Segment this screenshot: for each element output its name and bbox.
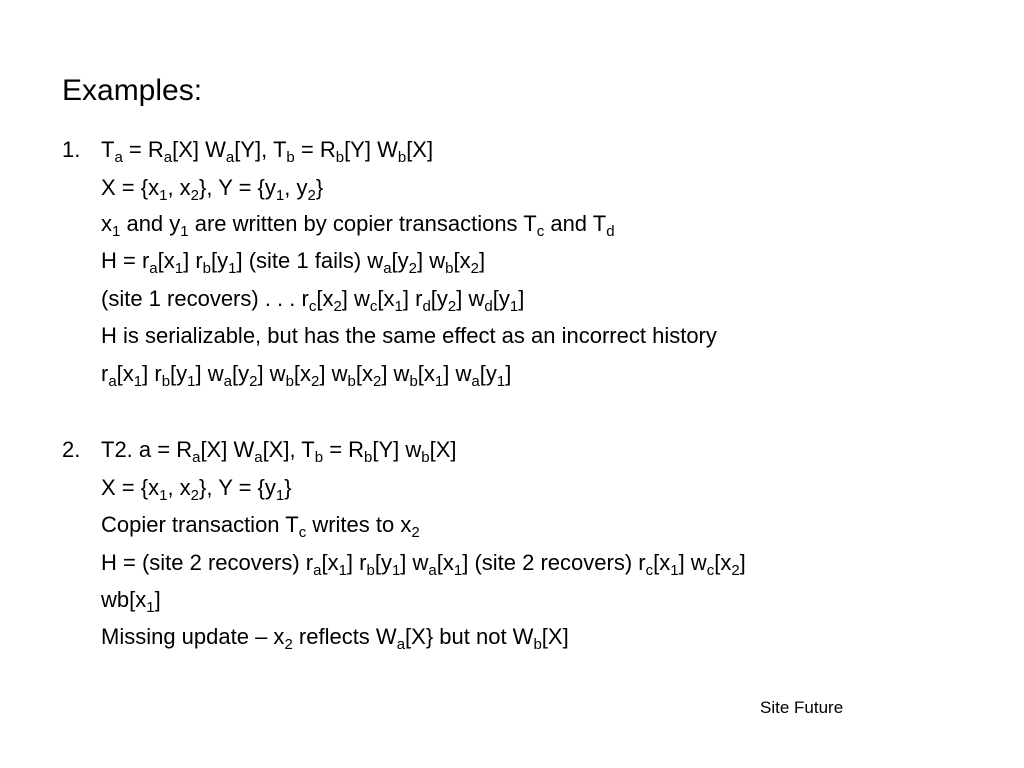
- item-2-line-6: Missing update – $x_2$ reflects $W_a[X\}$ but not $W_b[X]$: [101, 624, 569, 653]
- item-1-number: 1.: [62, 137, 81, 162]
- item-1-line-4: $H = r_a[x_1]$ $r_b[y_1]$ (site 1 fails) $w_a[y_2]$ $w_b[x_2]$: [101, 248, 486, 277]
- footer-text: Site Future: [760, 698, 844, 717]
- item-2-line-2: $X = \{x_1$, $x_2$}, $Y = \{y_1\}$: [101, 475, 292, 504]
- item-2-number: 2.: [62, 437, 81, 462]
- item-2-line-4: H = (site 2 recovers) $r_a[x_1]$ $r_b[y_1]$ $w_a[x_1]$ (site 2 recovers) $r_c[x_1]$ $w_c[x_2]$: [101, 550, 746, 579]
- item-2-line-3: Copier transaction $T_c$ writes to $x_2$: [101, 512, 420, 541]
- item-1-line-5: (site 1 recovers) . . . $r_c[x_2]$ $w_c[x_1]$ $r_d[y_2]$ $w_d[y_1]$: [101, 286, 525, 315]
- item-2-line-1: T2. $a = R_a[X]$ $W_a[X]$, $T_b = R_b[Y]$ $w_b[X]$: [101, 437, 457, 466]
- item-1-line-7: $r_a[x_1]$ $r_b[y_1]$ $w_a[y_2]$ $w_b[x_2]$ $w_b[x_2]$ $w_b[x_1]$ $w_a[y_1]$: [101, 361, 512, 390]
- slide-title: Examples:: [62, 74, 203, 107]
- item-1-line-3: $x_1$ and $y_1$ are written by copier transactions $T_c$ and $T_d$: [101, 211, 615, 240]
- item-1-line-6: H is serializable, but has the same effect as an incorrect history: [101, 323, 717, 348]
- item-1-line-1: $T_a = R_a[X]$ $W_a[Y]$, $T_b = R_b[Y]$ $W_b[X]$: [101, 137, 434, 166]
- item-2-line-5: $wb[x_1]$: [101, 587, 161, 616]
- item-1-line-2: $X = \{x_1$, $x_2$}, $Y = \{y_1$, $y_2$}: [101, 175, 324, 204]
